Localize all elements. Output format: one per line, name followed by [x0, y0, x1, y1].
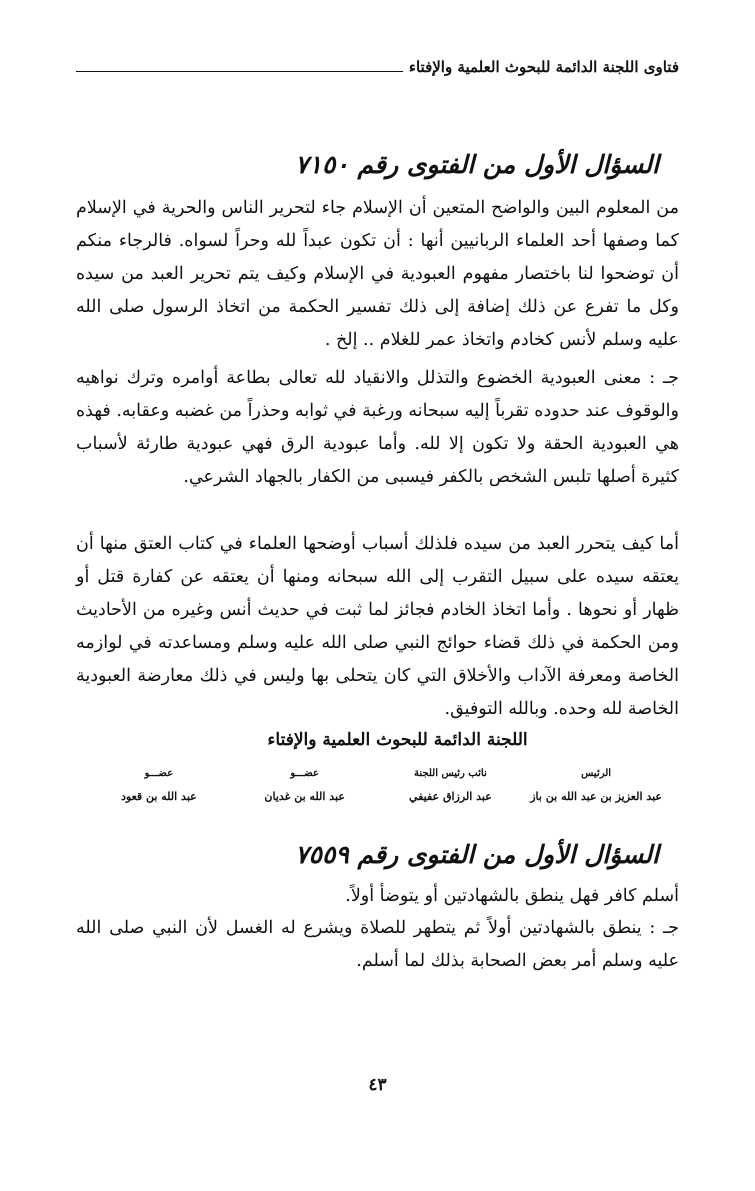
fatwa-7150-question: من المعلوم البين والواضح المتعين أن الإسلام جاء لتحرير الناس والحرية في الإسلام كما وصفها أحد العلماء الربانيين أنها : أن تكون عبداً لله وحراً لسواه. فالرجاء منكم أن توضحوا لنا باختصار مفهوم العبودية في الإسلام وكيف يتم تحرير العبد من سيده وكل ما تفرع عن ذلك إضافة إلى ذلك تفسير الحكمة من اتخاذ الرسول صلى الله عليه وسلم لأنس كخادم واتخاذ عمر للغلام .. إلخ . [76, 198, 679, 350]
signatures-block [86, 768, 669, 803]
signature-member-1 [232, 768, 378, 803]
header-rule [76, 71, 403, 72]
fatwa-7150-answer-paragraph-1: جـ : معنى العبودية الخضوع والتذلل والانقياد لله تعالى بطاعة أوامره وترك نواهيه والوقوف عند حدوده تقرباً إليه سبحانه ورغبة في ثوابه وحذراً من غضبه وعقابه. فهذه هي العبودية الحقة ولا تكون إلا لله. وأما عبودية الرق فهي عبودية طارئة لأسباب كثيرة أصلها تلبس الشخص بالكفر فيسبى من الكفار بالجهاد الشرعي. [76, 368, 679, 487]
signature-chairman [523, 768, 669, 803]
running-header-title: فتاوى اللجنة الدائمة للبحوث العلمية والإفتاء [408, 58, 679, 76]
signature-name: عبد الرزاق عفيفي [408, 790, 492, 803]
signature-role: عضـــو [144, 768, 174, 779]
fatwa-7559-answer: جـ : ينطق بالشهادتين أولاً ثم يتطهر للصلاة ويشرع له الغسل لأن النبي صلى الله عليه وسلم أمر بعض الصحابة بذلك لما أسلم. [76, 918, 679, 971]
committee-title [0, 730, 755, 750]
signature-role: نائب رئيس اللجنة [414, 768, 487, 779]
fatwa-7559-heading: السؤال الأول من الفتوى رقم ٧٥٥٩ [295, 840, 659, 869]
signature-vice-chairman [378, 768, 524, 803]
signature-member-2 [86, 768, 232, 803]
committee-title-text: اللجنة الدائمة للبحوث العلمية والإفتاء [267, 730, 528, 750]
signature-name: عبد الله بن غديان [264, 790, 345, 803]
signature-role: عضـــو [290, 768, 319, 779]
signature-role: الرئيس [581, 768, 612, 779]
running-header [76, 58, 679, 76]
fatwa-7150-answer-paragraph-2: أما كيف يتحرر العبد من سيده فلذلك أسباب أوضحها العلماء في كتاب العتق منها أن يعتقه سيده على سبيل التقرب إلى الله سبحانه ومنها أن يعتقه عن كفارة قتل أو ظهار أو نحوها . وأما اتخاذ الخادم فجائز لما ثبت في حديث أنس وغيره من الأحاديث ومن الحكمة في ذلك قضاء حوائج النبي صلى الله عليه وسلم ومساعدته في لوازمه الخاصة ومعرفة الآداب والأخلاق التي كان يتحلى بها وليس في ذلك معارضة العبودية الخاصة لله وحده. وبالله التوفيق. [76, 534, 679, 719]
page-number: ٤٣ [368, 1075, 387, 1095]
fatwa-7559-question: أسلم كافر فهل ينطق بالشهادتين أو يتوضأ أولاً. [345, 886, 679, 906]
signature-name: عبد العزيز بن عبد الله بن باز [530, 790, 662, 803]
fatwa-7150-heading: السؤال الأول من الفتوى رقم ٧١٥٠ [295, 150, 659, 179]
signature-name: عبد الله بن قعود [121, 790, 197, 803]
